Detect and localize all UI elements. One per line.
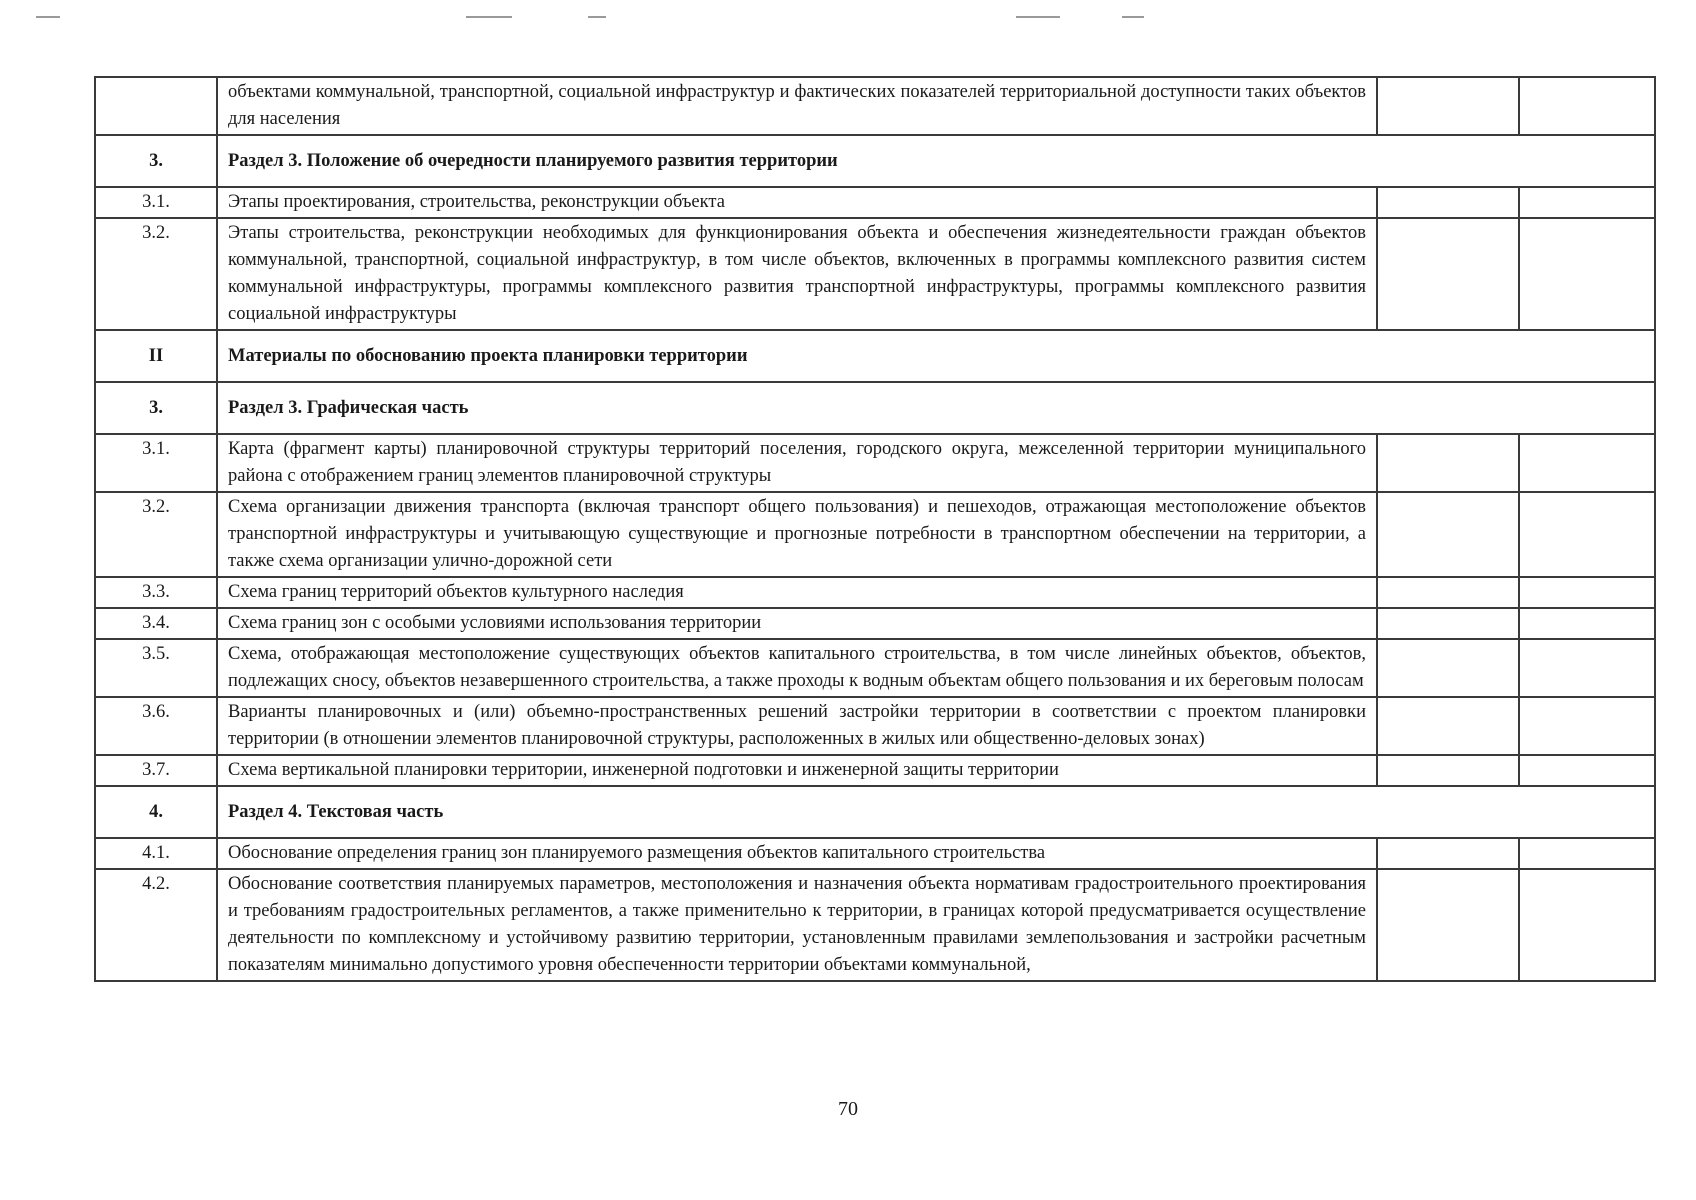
- table-row: [95, 434, 1655, 492]
- row-text: Схема границ территорий объектов культурного наследия: [217, 577, 1377, 608]
- section-row: [95, 330, 1655, 382]
- empty-cell-a: [1377, 577, 1519, 608]
- empty-cell-b: [1519, 187, 1655, 218]
- empty-cell-a: [1377, 77, 1519, 135]
- empty-cell-a: [1377, 434, 1519, 492]
- section-row: [95, 382, 1655, 434]
- row-text: Карта (фрагмент карты) планировочной структуры территорий поселения, городского округа, межселенной территории муниципального района с отображением границ элементов планировочной структуры: [217, 434, 1377, 492]
- table-row: [95, 492, 1655, 577]
- row-number: 3.2.: [95, 218, 217, 330]
- section-title: Материалы по обоснованию проекта планировки территории: [217, 330, 1655, 382]
- empty-cell-a: [1377, 218, 1519, 330]
- row-number: 3.: [95, 382, 217, 434]
- empty-cell-a: [1377, 755, 1519, 786]
- scan-artifact: [588, 16, 606, 18]
- empty-cell-b: [1519, 697, 1655, 755]
- section-title: Раздел 3. Положение об очередности планируемого развития территории: [217, 135, 1655, 187]
- table-row: [95, 77, 1655, 135]
- empty-cell-a: [1377, 608, 1519, 639]
- table-row: [95, 608, 1655, 639]
- table-row: [95, 838, 1655, 869]
- table-row: [95, 639, 1655, 697]
- page-number: 70: [838, 1098, 858, 1120]
- row-text: Варианты планировочных и (или) объемно-пространственных решений застройки территории в соответствии с проектом планировки территории (в отношении элементов планировочной структуры, расположенных в жилых или общественно-деловых зонах): [217, 697, 1377, 755]
- empty-cell-b: [1519, 218, 1655, 330]
- empty-cell-a: [1377, 639, 1519, 697]
- row-number: 4.2.: [95, 869, 217, 981]
- row-text: Схема организации движения транспорта (включая транспорт общего пользования) и пешеходов, отражающая местоположение объектов транспортной инфраструктуры и учитывающую существующие и прогнозные потребности в транспортном обеспечении на территории, а также схема организации улично-дорожной сети: [217, 492, 1377, 577]
- empty-cell-a: [1377, 697, 1519, 755]
- row-text: Этапы строительства, реконструкции необходимых для функционирования объекта и обеспечения жизнедеятельности граждан объектов коммунальной, транспортной, социальной инфраструктур, в том числе объектов, включенных в программы комплексного развития систем коммунальной инфраструктуры, программы комплексного развития транспортной инфраструктуры, программы комплексного развития социальной инфраструктуры: [217, 218, 1377, 330]
- section-row: [95, 135, 1655, 187]
- empty-cell-a: [1377, 869, 1519, 981]
- empty-cell-b: [1519, 77, 1655, 135]
- row-number: 3.4.: [95, 608, 217, 639]
- scan-artifact: [1122, 16, 1144, 18]
- document-table: [94, 76, 1656, 982]
- table-row: [95, 869, 1655, 981]
- row-number: II: [95, 330, 217, 382]
- section-title: Раздел 3. Графическая часть: [217, 382, 1655, 434]
- table-row: [95, 218, 1655, 330]
- table-row: [95, 697, 1655, 755]
- row-text: Обоснование определения границ зон планируемого размещения объектов капитального строительства: [217, 838, 1377, 869]
- row-text: Обоснование соответствия планируемых параметров, местоположения и назначения объекта нормативам градостроительного проектирования и требованиям градостроительных регламентов, а также применительно к территории, в границах которой предусматривается осуществление деятельности по комплексному и устойчивому развитию территории, установленным правилами землепользования и застройки расчетным показателям минимально допустимого уровня обеспеченности территории объектами коммунальной,: [217, 869, 1377, 981]
- empty-cell-a: [1377, 492, 1519, 577]
- empty-cell-b: [1519, 869, 1655, 981]
- row-number: 4.1.: [95, 838, 217, 869]
- scan-artifact: [466, 16, 512, 18]
- row-text: Этапы проектирования, строительства, реконструкции объекта: [217, 187, 1377, 218]
- empty-cell-b: [1519, 434, 1655, 492]
- empty-cell-b: [1519, 577, 1655, 608]
- row-text: объектами коммунальной, транспортной, социальной инфраструктур и фактических показателей территориальной доступности таких объектов для населения: [217, 77, 1377, 135]
- empty-cell-b: [1519, 608, 1655, 639]
- row-text: Схема вертикальной планировки территории, инженерной подготовки и инженерной защиты территории: [217, 755, 1377, 786]
- row-number: 4.: [95, 786, 217, 838]
- row-number: 3.1.: [95, 187, 217, 218]
- empty-cell-a: [1377, 838, 1519, 869]
- empty-cell-a: [1377, 187, 1519, 218]
- row-number: [95, 77, 217, 135]
- empty-cell-b: [1519, 639, 1655, 697]
- empty-cell-b: [1519, 838, 1655, 869]
- row-text: Схема границ зон с особыми условиями использования территории: [217, 608, 1377, 639]
- empty-cell-b: [1519, 755, 1655, 786]
- row-number: 3.3.: [95, 577, 217, 608]
- section-title: Раздел 4. Текстовая часть: [217, 786, 1655, 838]
- scan-artifact: [36, 16, 60, 18]
- row-number: 3.: [95, 135, 217, 187]
- row-number: 3.7.: [95, 755, 217, 786]
- row-number: 3.5.: [95, 639, 217, 697]
- row-text: Схема, отображающая местоположение существующих объектов капитального строительства, в том числе линейных объектов, объектов, подлежащих сносу, объектов незавершенного строительства, а также проходы к водным объектам общего пользования и их береговым полосам: [217, 639, 1377, 697]
- empty-cell-b: [1519, 492, 1655, 577]
- row-number: 3.1.: [95, 434, 217, 492]
- document-table-body: [95, 77, 1655, 981]
- table-row: [95, 577, 1655, 608]
- row-number: 3.6.: [95, 697, 217, 755]
- section-row: [95, 786, 1655, 838]
- scan-artifact: [1016, 16, 1060, 18]
- table-row: [95, 187, 1655, 218]
- table-row: [95, 755, 1655, 786]
- row-number: 3.2.: [95, 492, 217, 577]
